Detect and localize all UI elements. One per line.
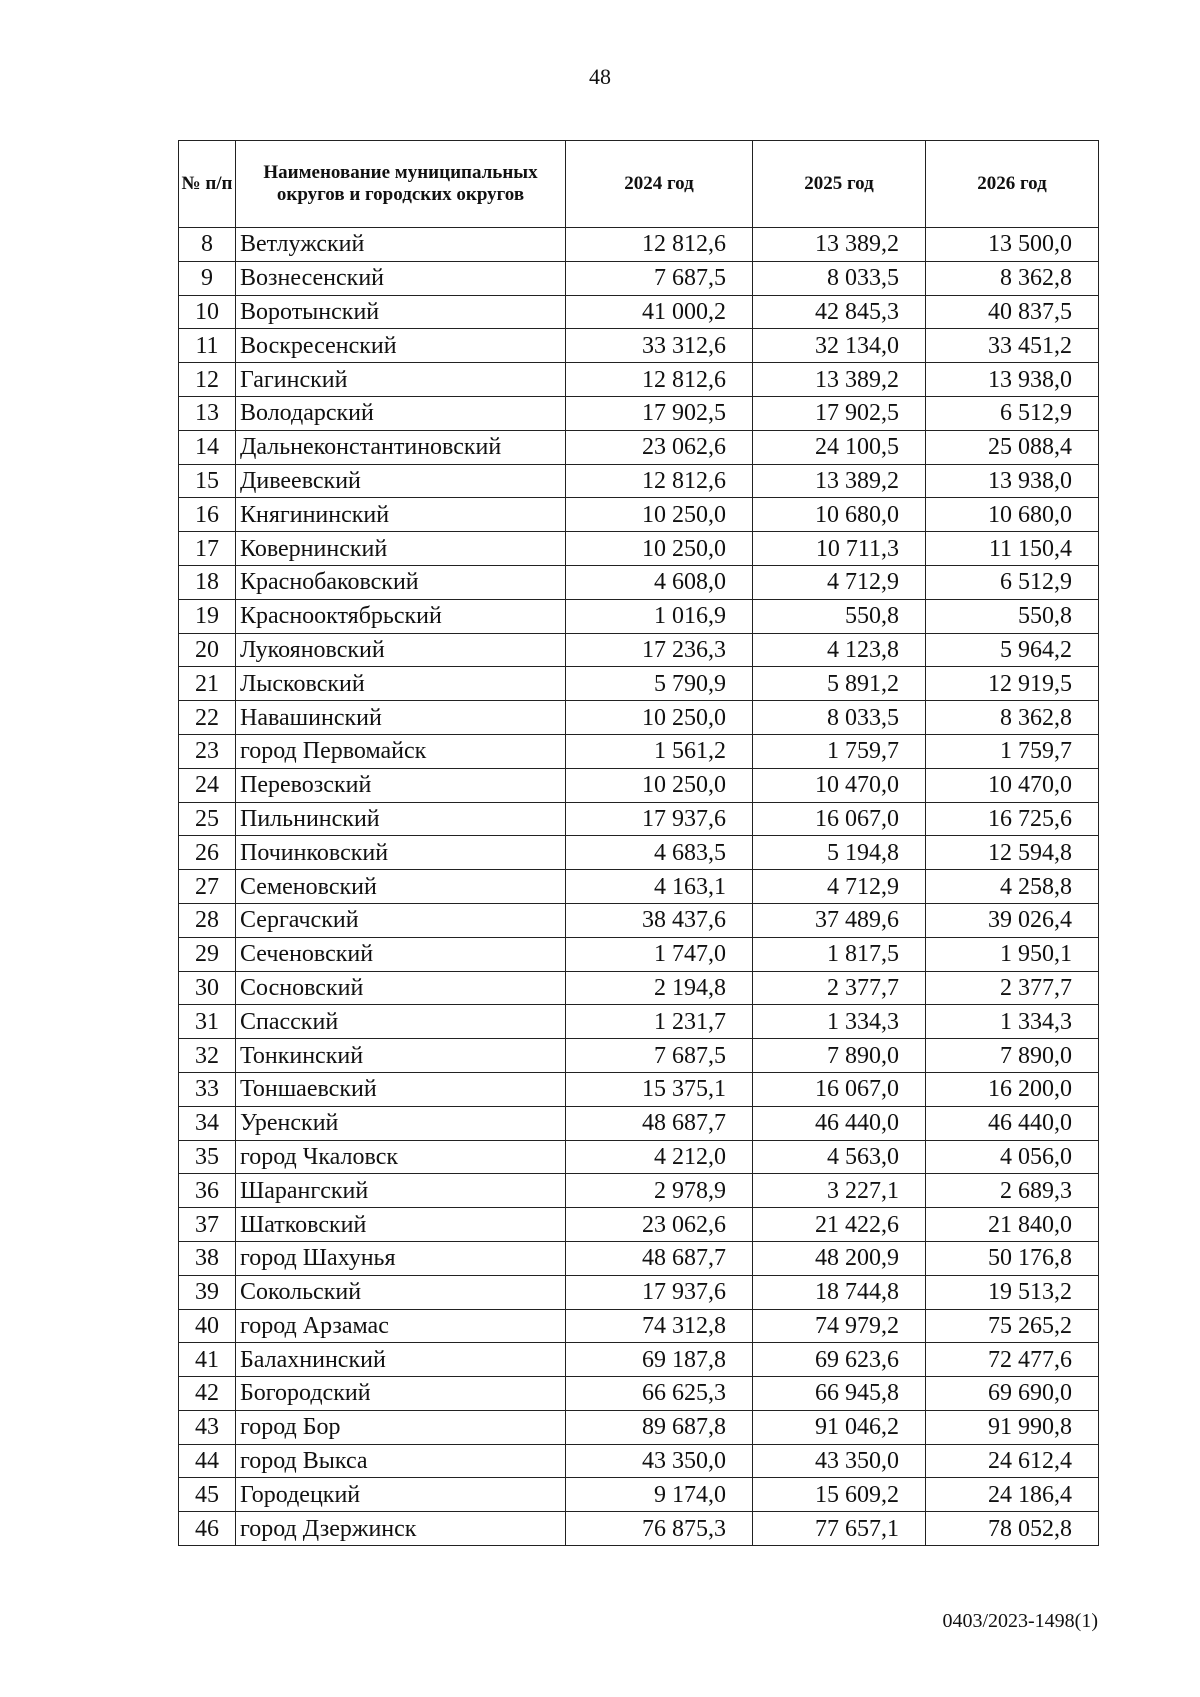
value-2025: 10 470,0 bbox=[753, 768, 926, 802]
municipality-name: Лысковский bbox=[236, 667, 566, 701]
value-2026: 69 690,0 bbox=[926, 1377, 1099, 1411]
table-row bbox=[179, 1072, 1099, 1106]
municipality-name: Дальнеконстантиновский bbox=[236, 430, 566, 464]
value-2024: 15 375,1 bbox=[566, 1072, 753, 1106]
table-row bbox=[179, 1208, 1099, 1242]
table-row bbox=[179, 734, 1099, 768]
table-row bbox=[179, 836, 1099, 870]
value-2025: 4 563,0 bbox=[753, 1140, 926, 1174]
row-number: 39 bbox=[179, 1275, 236, 1309]
value-2025: 46 440,0 bbox=[753, 1106, 926, 1140]
value-2025: 48 200,9 bbox=[753, 1241, 926, 1275]
municipality-name: Володарский bbox=[236, 396, 566, 430]
table-row bbox=[179, 498, 1099, 532]
value-2026: 6 512,9 bbox=[926, 396, 1099, 430]
row-number: 12 bbox=[179, 363, 236, 397]
value-2026: 78 052,8 bbox=[926, 1512, 1099, 1546]
table-row bbox=[179, 1241, 1099, 1275]
value-2026: 21 840,0 bbox=[926, 1208, 1099, 1242]
value-2025: 3 227,1 bbox=[753, 1174, 926, 1208]
row-number: 46 bbox=[179, 1512, 236, 1546]
municipality-name: Тонкинский bbox=[236, 1039, 566, 1073]
table-row bbox=[179, 1343, 1099, 1377]
allocation-table bbox=[178, 140, 1099, 1546]
table-row bbox=[179, 870, 1099, 904]
page-number: 48 bbox=[589, 64, 611, 89]
value-2025: 15 609,2 bbox=[753, 1478, 926, 1512]
value-2025: 8 033,5 bbox=[753, 701, 926, 735]
table-row bbox=[179, 1005, 1099, 1039]
value-2026: 10 680,0 bbox=[926, 498, 1099, 532]
value-2024: 43 350,0 bbox=[566, 1444, 753, 1478]
municipality-name: Краснооктябрьский bbox=[236, 599, 566, 633]
row-number: 42 bbox=[179, 1377, 236, 1411]
municipality-name: Ковернинский bbox=[236, 532, 566, 566]
municipality-name: Ветлужский bbox=[236, 228, 566, 262]
municipality-name: город Чкаловск bbox=[236, 1140, 566, 1174]
value-2025: 1 817,5 bbox=[753, 937, 926, 971]
table-row bbox=[179, 903, 1099, 937]
row-number: 20 bbox=[179, 633, 236, 667]
value-2024: 4 163,1 bbox=[566, 870, 753, 904]
row-number: 31 bbox=[179, 1005, 236, 1039]
value-2025: 4 123,8 bbox=[753, 633, 926, 667]
row-number: 34 bbox=[179, 1106, 236, 1140]
value-2025: 13 389,2 bbox=[753, 228, 926, 262]
table-row bbox=[179, 768, 1099, 802]
row-number: 9 bbox=[179, 261, 236, 295]
value-2024: 12 812,6 bbox=[566, 464, 753, 498]
municipality-name: город Арзамас bbox=[236, 1309, 566, 1343]
value-2025: 10 711,3 bbox=[753, 532, 926, 566]
value-2025: 17 902,5 bbox=[753, 396, 926, 430]
allocation-table-container bbox=[178, 140, 1098, 1546]
value-2024: 17 937,6 bbox=[566, 802, 753, 836]
value-2026: 13 938,0 bbox=[926, 363, 1099, 397]
table-row bbox=[179, 802, 1099, 836]
value-2024: 9 174,0 bbox=[566, 1478, 753, 1512]
row-number: 29 bbox=[179, 937, 236, 971]
value-2026: 46 440,0 bbox=[926, 1106, 1099, 1140]
value-2026: 39 026,4 bbox=[926, 903, 1099, 937]
row-number: 22 bbox=[179, 701, 236, 735]
row-number: 25 bbox=[179, 802, 236, 836]
value-2024: 48 687,7 bbox=[566, 1106, 753, 1140]
municipality-name: Краснобаковский bbox=[236, 565, 566, 599]
value-2025: 13 389,2 bbox=[753, 363, 926, 397]
value-2024: 41 000,2 bbox=[566, 295, 753, 329]
table-row bbox=[179, 295, 1099, 329]
value-2024: 17 902,5 bbox=[566, 396, 753, 430]
value-2026: 4 258,8 bbox=[926, 870, 1099, 904]
value-2025: 550,8 bbox=[753, 599, 926, 633]
value-2025: 1 759,7 bbox=[753, 734, 926, 768]
row-number: 19 bbox=[179, 599, 236, 633]
value-2025: 21 422,6 bbox=[753, 1208, 926, 1242]
table-row bbox=[179, 1512, 1099, 1546]
header-row bbox=[179, 141, 1099, 228]
value-2024: 12 812,6 bbox=[566, 363, 753, 397]
value-2025: 66 945,8 bbox=[753, 1377, 926, 1411]
header-num: № п/п bbox=[179, 141, 236, 228]
table-row bbox=[179, 1106, 1099, 1140]
value-2025: 32 134,0 bbox=[753, 329, 926, 363]
row-number: 18 bbox=[179, 565, 236, 599]
value-2026: 2 689,3 bbox=[926, 1174, 1099, 1208]
table-row bbox=[179, 565, 1099, 599]
value-2026: 16 200,0 bbox=[926, 1072, 1099, 1106]
table-row bbox=[179, 396, 1099, 430]
value-2024: 66 625,3 bbox=[566, 1377, 753, 1411]
value-2026: 4 056,0 bbox=[926, 1140, 1099, 1174]
value-2024: 12 812,6 bbox=[566, 228, 753, 262]
value-2024: 23 062,6 bbox=[566, 430, 753, 464]
value-2026: 2 377,7 bbox=[926, 971, 1099, 1005]
value-2024: 17 937,6 bbox=[566, 1275, 753, 1309]
table-row bbox=[179, 701, 1099, 735]
value-2025: 4 712,9 bbox=[753, 565, 926, 599]
municipality-name: Уренский bbox=[236, 1106, 566, 1140]
value-2024: 2 194,8 bbox=[566, 971, 753, 1005]
table-row bbox=[179, 363, 1099, 397]
value-2024: 10 250,0 bbox=[566, 532, 753, 566]
value-2025: 4 712,9 bbox=[753, 870, 926, 904]
value-2024: 4 683,5 bbox=[566, 836, 753, 870]
table-row bbox=[179, 532, 1099, 566]
municipality-name: Перевозский bbox=[236, 768, 566, 802]
value-2026: 91 990,8 bbox=[926, 1410, 1099, 1444]
table-row bbox=[179, 1444, 1099, 1478]
value-2026: 13 938,0 bbox=[926, 464, 1099, 498]
header-name: Наименование муниципальных округов и городских округов bbox=[236, 141, 566, 228]
value-2024: 48 687,7 bbox=[566, 1241, 753, 1275]
row-number: 16 bbox=[179, 498, 236, 532]
value-2024: 4 212,0 bbox=[566, 1140, 753, 1174]
value-2026: 7 890,0 bbox=[926, 1039, 1099, 1073]
row-number: 37 bbox=[179, 1208, 236, 1242]
value-2024: 23 062,6 bbox=[566, 1208, 753, 1242]
municipality-name: Гагинский bbox=[236, 363, 566, 397]
header-2024: 2024 год bbox=[566, 141, 753, 228]
value-2026: 8 362,8 bbox=[926, 701, 1099, 735]
value-2026: 5 964,2 bbox=[926, 633, 1099, 667]
value-2026: 19 513,2 bbox=[926, 1275, 1099, 1309]
row-number: 28 bbox=[179, 903, 236, 937]
row-number: 35 bbox=[179, 1140, 236, 1174]
value-2026: 33 451,2 bbox=[926, 329, 1099, 363]
value-2026: 75 265,2 bbox=[926, 1309, 1099, 1343]
value-2024: 89 687,8 bbox=[566, 1410, 753, 1444]
value-2024: 2 978,9 bbox=[566, 1174, 753, 1208]
municipality-name: Вознесенский bbox=[236, 261, 566, 295]
row-number: 13 bbox=[179, 396, 236, 430]
value-2024: 1 231,7 bbox=[566, 1005, 753, 1039]
value-2026: 25 088,4 bbox=[926, 430, 1099, 464]
table-row bbox=[179, 430, 1099, 464]
row-number: 33 bbox=[179, 1072, 236, 1106]
value-2025: 5 891,2 bbox=[753, 667, 926, 701]
row-number: 43 bbox=[179, 1410, 236, 1444]
value-2025: 74 979,2 bbox=[753, 1309, 926, 1343]
table-row bbox=[179, 1140, 1099, 1174]
value-2025: 37 489,6 bbox=[753, 903, 926, 937]
row-number: 23 bbox=[179, 734, 236, 768]
municipality-name: Шатковский bbox=[236, 1208, 566, 1242]
table-body bbox=[179, 228, 1099, 1546]
table-row bbox=[179, 1174, 1099, 1208]
value-2024: 1 561,2 bbox=[566, 734, 753, 768]
table-row bbox=[179, 1410, 1099, 1444]
row-number: 40 bbox=[179, 1309, 236, 1343]
municipality-name: Воскресенский bbox=[236, 329, 566, 363]
value-2025: 5 194,8 bbox=[753, 836, 926, 870]
value-2024: 74 312,8 bbox=[566, 1309, 753, 1343]
table-row bbox=[179, 261, 1099, 295]
municipality-name: Городецкий bbox=[236, 1478, 566, 1512]
municipality-name: Сергачский bbox=[236, 903, 566, 937]
value-2025: 16 067,0 bbox=[753, 802, 926, 836]
value-2026: 10 470,0 bbox=[926, 768, 1099, 802]
value-2025: 8 033,5 bbox=[753, 261, 926, 295]
value-2024: 69 187,8 bbox=[566, 1343, 753, 1377]
value-2026: 16 725,6 bbox=[926, 802, 1099, 836]
header-2025: 2025 год bbox=[753, 141, 926, 228]
value-2025: 7 890,0 bbox=[753, 1039, 926, 1073]
value-2026: 24 186,4 bbox=[926, 1478, 1099, 1512]
value-2025: 42 845,3 bbox=[753, 295, 926, 329]
table-row bbox=[179, 329, 1099, 363]
municipality-name: Сокольский bbox=[236, 1275, 566, 1309]
municipality-name: Сосновский bbox=[236, 971, 566, 1005]
value-2026: 24 612,4 bbox=[926, 1444, 1099, 1478]
table-row bbox=[179, 1478, 1099, 1512]
municipality-name: город Выкса bbox=[236, 1444, 566, 1478]
value-2024: 7 687,5 bbox=[566, 261, 753, 295]
row-number: 32 bbox=[179, 1039, 236, 1073]
row-number: 21 bbox=[179, 667, 236, 701]
value-2026: 12 919,5 bbox=[926, 667, 1099, 701]
value-2026: 72 477,6 bbox=[926, 1343, 1099, 1377]
value-2024: 1 747,0 bbox=[566, 937, 753, 971]
municipality-name: Дивеевский bbox=[236, 464, 566, 498]
row-number: 10 bbox=[179, 295, 236, 329]
value-2025: 1 334,3 bbox=[753, 1005, 926, 1039]
table-row bbox=[179, 1275, 1099, 1309]
row-number: 38 bbox=[179, 1241, 236, 1275]
value-2025: 10 680,0 bbox=[753, 498, 926, 532]
row-number: 24 bbox=[179, 768, 236, 802]
value-2026: 11 150,4 bbox=[926, 532, 1099, 566]
municipality-name: Тоншаевский bbox=[236, 1072, 566, 1106]
table-row bbox=[179, 1309, 1099, 1343]
value-2024: 76 875,3 bbox=[566, 1512, 753, 1546]
value-2026: 1 950,1 bbox=[926, 937, 1099, 971]
value-2024: 10 250,0 bbox=[566, 498, 753, 532]
municipality-name: город Дзержинск bbox=[236, 1512, 566, 1546]
row-number: 8 bbox=[179, 228, 236, 262]
table-row bbox=[179, 971, 1099, 1005]
value-2025: 18 744,8 bbox=[753, 1275, 926, 1309]
municipality-name: Лукояновский bbox=[236, 633, 566, 667]
row-number: 41 bbox=[179, 1343, 236, 1377]
value-2024: 7 687,5 bbox=[566, 1039, 753, 1073]
value-2024: 38 437,6 bbox=[566, 903, 753, 937]
value-2026: 1 759,7 bbox=[926, 734, 1099, 768]
value-2025: 77 657,1 bbox=[753, 1512, 926, 1546]
municipality-name: Сеченовский bbox=[236, 937, 566, 971]
document-code: 0403/2023-1498(1) bbox=[942, 1610, 1098, 1632]
table-row bbox=[179, 667, 1099, 701]
value-2026: 12 594,8 bbox=[926, 836, 1099, 870]
value-2026: 6 512,9 bbox=[926, 565, 1099, 599]
municipality-name: город Первомайск bbox=[236, 734, 566, 768]
value-2025: 91 046,2 bbox=[753, 1410, 926, 1444]
municipality-name: Богородский bbox=[236, 1377, 566, 1411]
table-row bbox=[179, 1377, 1099, 1411]
municipality-name: Починковский bbox=[236, 836, 566, 870]
row-number: 14 bbox=[179, 430, 236, 464]
row-number: 45 bbox=[179, 1478, 236, 1512]
value-2026: 13 500,0 bbox=[926, 228, 1099, 262]
value-2025: 43 350,0 bbox=[753, 1444, 926, 1478]
municipality-name: Навашинский bbox=[236, 701, 566, 735]
row-number: 11 bbox=[179, 329, 236, 363]
value-2024: 1 016,9 bbox=[566, 599, 753, 633]
value-2026: 1 334,3 bbox=[926, 1005, 1099, 1039]
municipality-name: Семеновский bbox=[236, 870, 566, 904]
row-number: 36 bbox=[179, 1174, 236, 1208]
value-2025: 69 623,6 bbox=[753, 1343, 926, 1377]
municipality-name: Пильнинский bbox=[236, 802, 566, 836]
municipality-name: Балахнинский bbox=[236, 1343, 566, 1377]
value-2026: 50 176,8 bbox=[926, 1241, 1099, 1275]
municipality-name: Спасский bbox=[236, 1005, 566, 1039]
value-2025: 16 067,0 bbox=[753, 1072, 926, 1106]
value-2024: 17 236,3 bbox=[566, 633, 753, 667]
table-row bbox=[179, 228, 1099, 262]
value-2024: 33 312,6 bbox=[566, 329, 753, 363]
value-2024: 10 250,0 bbox=[566, 701, 753, 735]
value-2025: 2 377,7 bbox=[753, 971, 926, 1005]
value-2025: 13 389,2 bbox=[753, 464, 926, 498]
table-row bbox=[179, 599, 1099, 633]
header-2026: 2026 год bbox=[926, 141, 1099, 228]
value-2026: 40 837,5 bbox=[926, 295, 1099, 329]
municipality-name: город Бор bbox=[236, 1410, 566, 1444]
row-number: 15 bbox=[179, 464, 236, 498]
municipality-name: Шарангский bbox=[236, 1174, 566, 1208]
value-2025: 24 100,5 bbox=[753, 430, 926, 464]
row-number: 44 bbox=[179, 1444, 236, 1478]
table-row bbox=[179, 937, 1099, 971]
table-row bbox=[179, 464, 1099, 498]
value-2026: 8 362,8 bbox=[926, 261, 1099, 295]
value-2024: 5 790,9 bbox=[566, 667, 753, 701]
table-row bbox=[179, 1039, 1099, 1073]
value-2026: 550,8 bbox=[926, 599, 1099, 633]
municipality-name: Воротынский bbox=[236, 295, 566, 329]
row-number: 26 bbox=[179, 836, 236, 870]
value-2024: 10 250,0 bbox=[566, 768, 753, 802]
municipality-name: город Шахунья bbox=[236, 1241, 566, 1275]
row-number: 30 bbox=[179, 971, 236, 1005]
row-number: 17 bbox=[179, 532, 236, 566]
municipality-name: Княгининский bbox=[236, 498, 566, 532]
row-number: 27 bbox=[179, 870, 236, 904]
table-header bbox=[179, 141, 1099, 228]
value-2024: 4 608,0 bbox=[566, 565, 753, 599]
table-row bbox=[179, 633, 1099, 667]
